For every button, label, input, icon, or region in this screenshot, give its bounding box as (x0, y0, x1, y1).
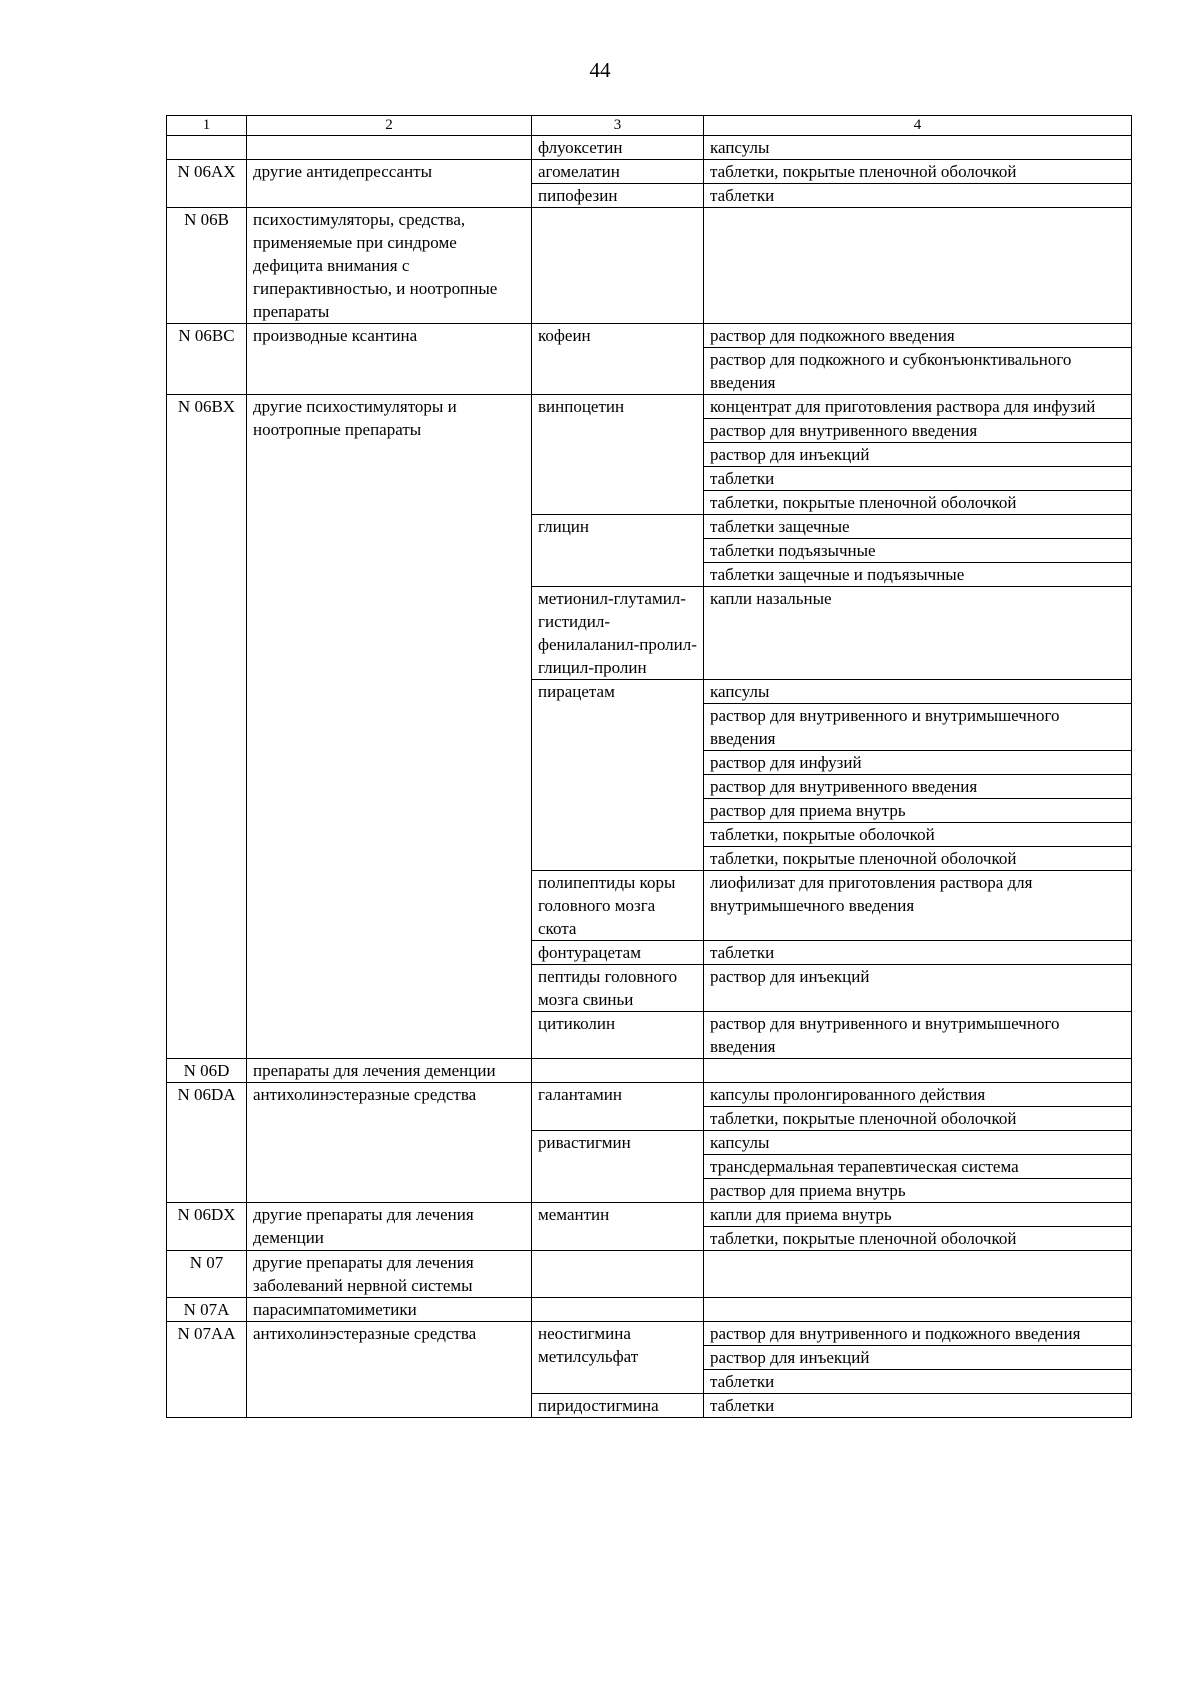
substance-cell: полипептиды коры головного мозга скота (532, 871, 704, 941)
dosage-form: раствор для внутривенного введения (704, 774, 1131, 798)
substance-cell (532, 1251, 704, 1298)
group-name-cell: производные ксантина (247, 324, 532, 395)
dosage-form: раствор для инъекций (710, 967, 870, 986)
substance-cell (532, 208, 704, 324)
table-row (167, 160, 1132, 184)
table-row (167, 1322, 1132, 1394)
dosage-form: капли назальные (710, 589, 832, 608)
dosage-form: таблетки (704, 466, 1131, 490)
dosage-forms-cell (704, 941, 1132, 965)
atc-code-cell: N 07A (167, 1298, 247, 1322)
dosage-form: раствор для приема внутрь (704, 1178, 1131, 1202)
group-name-cell (247, 136, 532, 160)
substance-cell: флуоксетин (532, 136, 704, 160)
dosage-forms-cell (704, 1083, 1132, 1131)
dosage-form: таблетки, покрытые пленочной оболочкой (704, 846, 1131, 870)
table-row (167, 208, 1132, 324)
table-row (167, 1298, 1132, 1322)
table-row (167, 395, 1132, 515)
dosage-forms-cell (704, 1012, 1132, 1059)
substance-cell: неостигмина метилсульфат (532, 1322, 704, 1394)
dosage-form: таблетки, покрытые оболочкой (704, 822, 1131, 846)
dosage-forms-cell (704, 1251, 1132, 1298)
dosage-form: таблетки, покрытые пленочной оболочкой (704, 490, 1131, 514)
table-row (167, 1083, 1132, 1131)
dosage-form: раствор для внутривенного введения (704, 418, 1131, 442)
dosage-forms-cell (704, 587, 1132, 680)
dosage-forms-cell (704, 1203, 1132, 1251)
dosage-form: таблетки (710, 1396, 775, 1415)
dosage-form: таблетки (704, 1369, 1131, 1393)
substance-cell: мемантин (532, 1203, 704, 1251)
dosage-forms-cell (704, 515, 1132, 587)
column-header: 3 (532, 116, 704, 136)
substance-cell: цитиколин (532, 1012, 704, 1059)
dosage-forms-cell (704, 136, 1132, 160)
substance-cell: пипофезин (532, 184, 704, 208)
dosage-forms-cell (704, 1322, 1132, 1394)
group-name-cell: парасимпатомиметики (247, 1298, 532, 1322)
column-header: 1 (167, 116, 247, 136)
group-name-cell: другие препараты для лечения деменции (247, 1203, 532, 1251)
dosage-form: таблетки, покрытые пленочной оболочкой (710, 162, 1017, 181)
dosage-form: таблетки защечные (710, 517, 850, 536)
dosage-forms-cell (704, 680, 1132, 871)
substance-cell: галантамин (532, 1083, 704, 1131)
dosage-form: раствор для внутривенного и внутримышечного введения (704, 703, 1131, 750)
dosage-forms-cell (704, 324, 1132, 395)
substance-cell: ривастигмин (532, 1131, 704, 1203)
header-row (167, 116, 1132, 136)
substance-cell: агомелатин (532, 160, 704, 184)
atc-code-cell (167, 136, 247, 160)
substance-cell: пептиды головного мозга свиньи (532, 965, 704, 1012)
dosage-forms-cell (704, 160, 1132, 184)
column-header: 4 (704, 116, 1132, 136)
substance-cell: пиридостигмина (532, 1394, 704, 1418)
atc-code-cell: N 06BC (167, 324, 247, 395)
dosage-form: раствор для подкожного введения (710, 326, 955, 345)
atc-code-cell: N 06AX (167, 160, 247, 208)
page-number: 44 (589, 58, 611, 82)
group-name-cell: препараты для лечения деменции (247, 1059, 532, 1083)
group-name-cell: психостимуляторы, средства, применяемые при синдроме дефицита внимания с гиперактивностью, и ноотропные препараты (247, 208, 532, 324)
dosage-form: таблетки (710, 186, 775, 205)
atc-code-cell: N 07 (167, 1251, 247, 1298)
substance-cell: пирацетам (532, 680, 704, 871)
table-row (167, 136, 1132, 160)
atc-code-cell: N 07AA (167, 1322, 247, 1418)
dosage-form: таблетки (710, 943, 775, 962)
dosage-form: раствор для приема внутрь (704, 798, 1131, 822)
dosage-form: раствор для инъекций (704, 1345, 1131, 1369)
column-header: 2 (247, 116, 532, 136)
table-row (167, 324, 1132, 395)
atc-code-cell: N 06BX (167, 395, 247, 1059)
dosage-form: раствор для инфузий (704, 750, 1131, 774)
substance-cell: кофеин (532, 324, 704, 395)
atc-code-cell: N 06B (167, 208, 247, 324)
dosage-forms-cell (704, 1298, 1132, 1322)
dosage-forms-cell (704, 871, 1132, 941)
atc-code-cell: N 06DA (167, 1083, 247, 1203)
table-row (167, 1203, 1132, 1251)
dosage-form: капсулы (710, 1133, 770, 1152)
dosage-form: капсулы (710, 138, 770, 157)
dosage-form: лиофилизат для приготовления раствора для внутримышечного введения (710, 873, 1033, 915)
atc-code-cell: N 06D (167, 1059, 247, 1083)
group-name-cell: антихолинэстеразные средства (247, 1083, 532, 1203)
dosage-form: капли для приема внутрь (710, 1205, 892, 1224)
dosage-form: таблетки, покрытые пленочной оболочкой (704, 1226, 1131, 1250)
substance-cell: фонтурацетам (532, 941, 704, 965)
substance-cell: глицин (532, 515, 704, 587)
group-name-cell: другие психостимуляторы и ноотропные препараты (247, 395, 532, 1059)
group-name-cell: другие антидепрессанты (247, 160, 532, 208)
dosage-form: раствор для внутривенного и подкожного введения (710, 1324, 1081, 1343)
dosage-form: капсулы пролонгированного действия (710, 1085, 986, 1104)
dosage-form: капсулы (710, 682, 770, 701)
dosage-forms-cell (704, 395, 1132, 515)
dosage-form: концентрат для приготовления раствора для инфузий (710, 397, 1096, 416)
dosage-forms-cell (704, 208, 1132, 324)
substance-cell (532, 1059, 704, 1083)
table-row (167, 1251, 1132, 1298)
dosage-forms-cell (704, 1394, 1132, 1418)
dosage-forms-cell (704, 965, 1132, 1012)
dosage-form: трансдермальная терапевтическая система (704, 1154, 1131, 1178)
dosage-form: раствор для подкожного и субконъюнктивального введения (704, 347, 1131, 394)
substance-cell: винпоцетин (532, 395, 704, 515)
group-name-cell: другие препараты для лечения заболеваний нервной системы (247, 1251, 532, 1298)
dosage-forms-cell (704, 184, 1132, 208)
atc-code-cell: N 06DX (167, 1203, 247, 1251)
dosage-form: таблетки подъязычные (704, 538, 1131, 562)
medications-table (166, 115, 1132, 1418)
group-name-cell: антихолинэстеразные средства (247, 1322, 532, 1418)
dosage-forms-cell (704, 1059, 1132, 1083)
dosage-form: раствор для внутривенного и внутримышечного введения (710, 1014, 1060, 1056)
dosage-form: таблетки защечные и подъязычные (704, 562, 1131, 586)
dosage-forms-cell (704, 1131, 1132, 1203)
substance-cell: метионил-глутамил-гистидил-фенилаланил-пролил-глицил-пролин (532, 587, 704, 680)
table-row (167, 1059, 1132, 1083)
dosage-form: раствор для инъекций (704, 442, 1131, 466)
substance-cell (532, 1298, 704, 1322)
dosage-form: таблетки, покрытые пленочной оболочкой (704, 1106, 1131, 1130)
